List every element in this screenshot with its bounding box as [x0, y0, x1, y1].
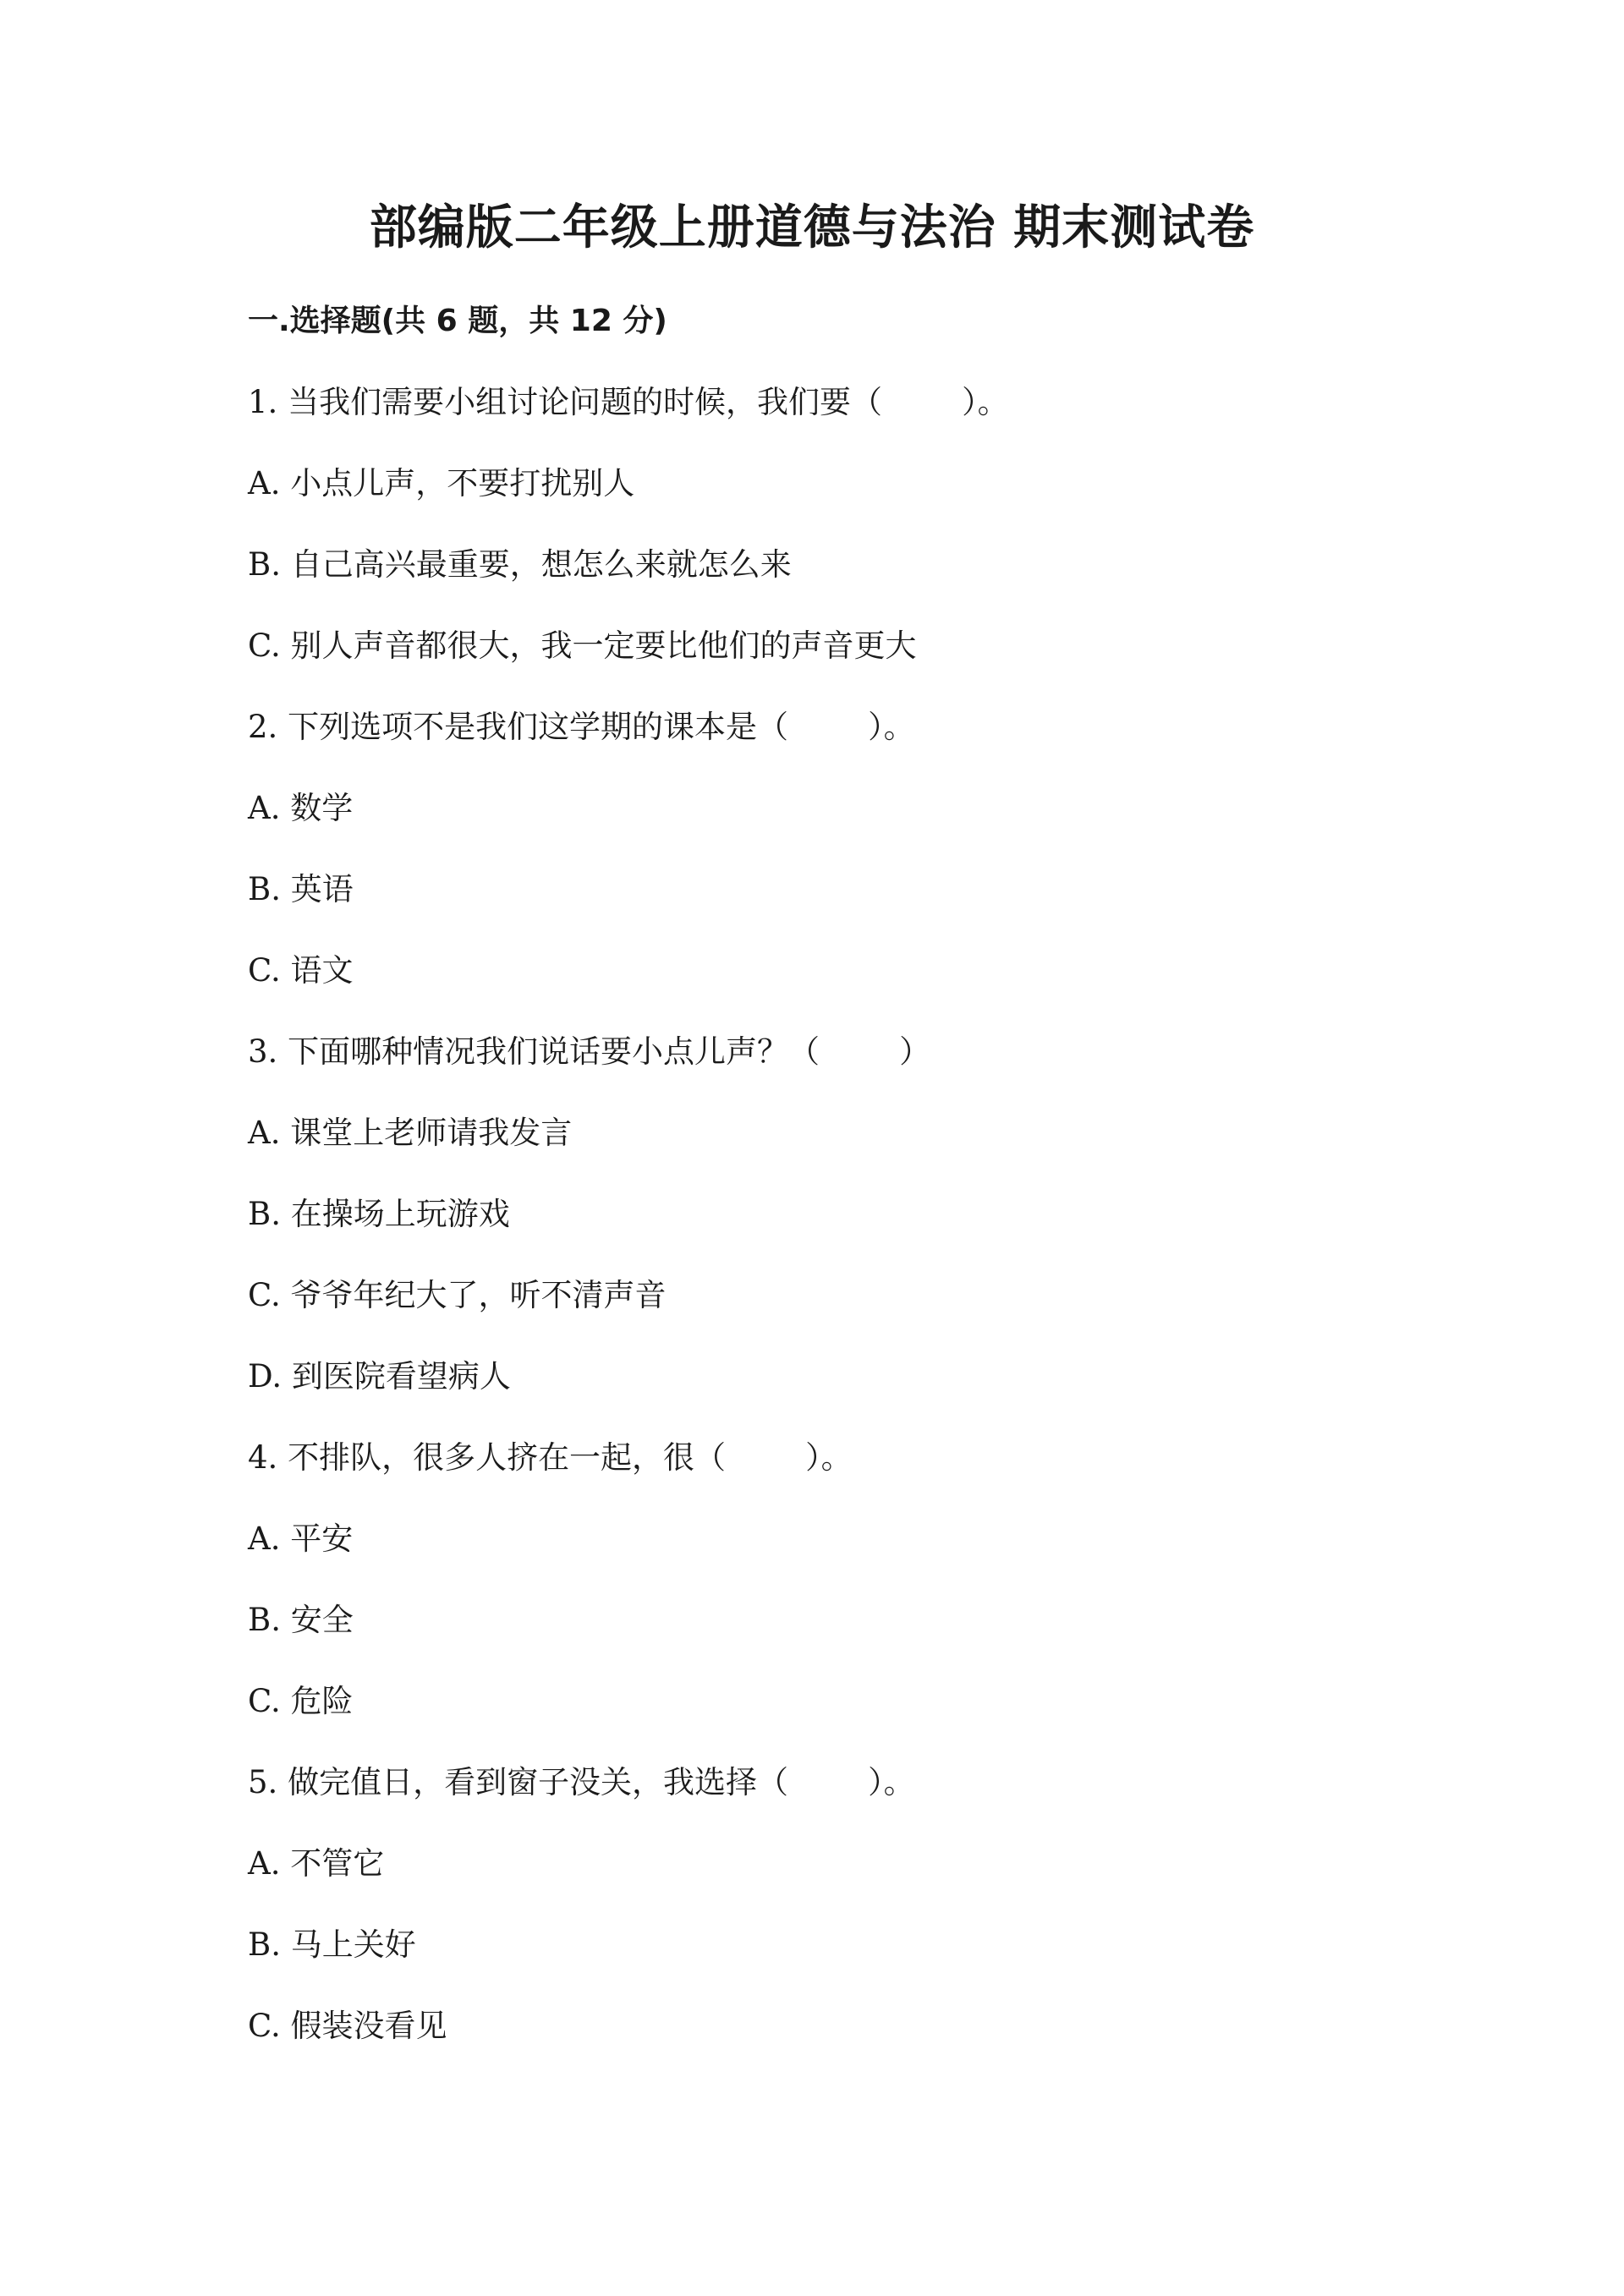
answer-option: B. 在操场上玩游戏 — [248, 1196, 510, 1232]
answer-option: C. 语文 — [248, 952, 354, 989]
answer-option: A. 数学 — [248, 790, 354, 826]
answer-option: D. 到医院看望病人 — [248, 1358, 511, 1395]
question-list — [248, 379, 1517, 2084]
answer-option: C. 爷爷年纪大了，听不清声音 — [248, 1277, 667, 1313]
answer-option: C. 假装没看见 — [248, 2008, 447, 2044]
question-stem: 4. 不排队，很多人挤在一起，很（ ）。 — [248, 1439, 853, 1476]
answer-option: A. 平安 — [248, 1521, 354, 1557]
answer-option: B. 自己高兴最重要，想怎么来就怎么来 — [248, 546, 792, 583]
question-stem: 2. 下列选项不是我们这学期的课本是（ ）。 — [248, 709, 915, 745]
answer-option: A. 课堂上老师请我发言 — [248, 1115, 573, 1151]
answer-option: C. 别人声音都很大，我一定要比他们的声音更大 — [248, 627, 917, 664]
answer-option: A. 小点儿声，不要打扰别人 — [248, 465, 635, 501]
page-title: 部编版二年级上册道德与法治 期末测试卷 — [369, 200, 1255, 255]
question-stem: 3. 下面哪种情况我们说话要小点儿声？（ ） — [248, 1033, 931, 1070]
answer-option: A. 不管它 — [248, 1845, 385, 1882]
answer-option: C. 危险 — [248, 1683, 354, 1719]
question-stem: 1. 当我们需要小组讨论问题的时候，我们要（ ）。 — [248, 384, 1009, 420]
section-heading: 一.选择题(共 6 题，共 12 分) — [248, 304, 667, 338]
answer-option: B. 安全 — [248, 1602, 354, 1638]
answer-option: B. 英语 — [248, 871, 354, 907]
answer-option: B. 马上关好 — [248, 1926, 416, 1963]
question-stem: 5. 做完值日，看到窗子没关，我选择（ ）。 — [248, 1764, 915, 1800]
